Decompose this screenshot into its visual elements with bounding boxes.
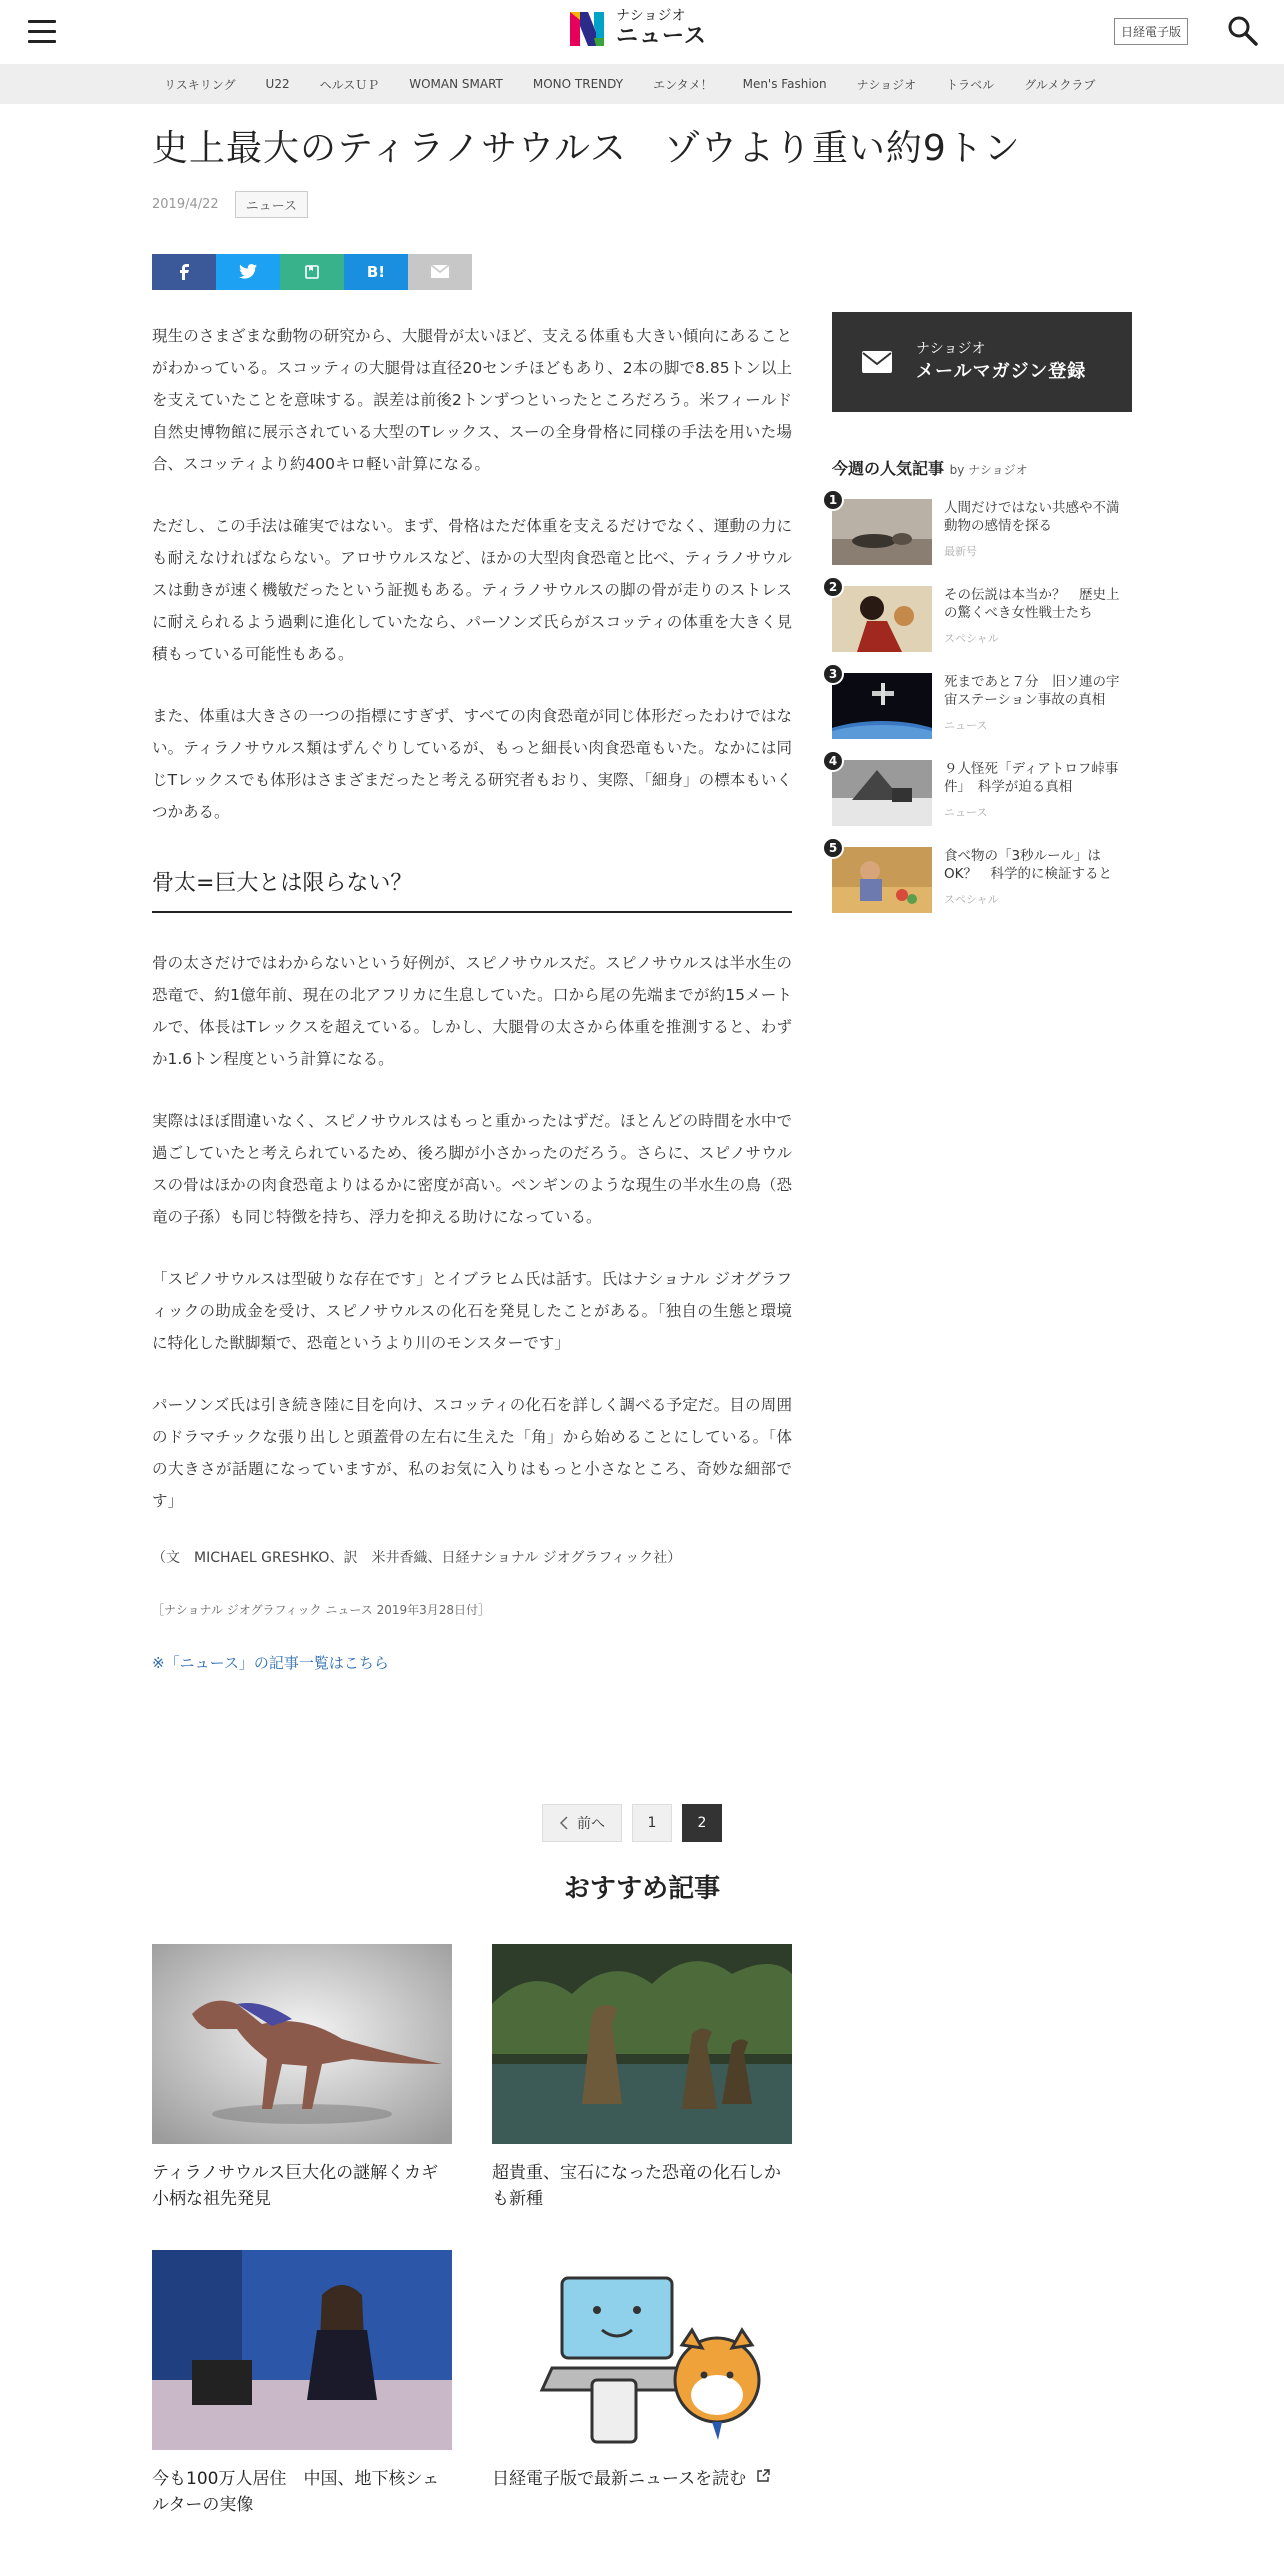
ranking-item[interactable] bbox=[828, 580, 1132, 673]
site-header bbox=[0, 0, 1284, 64]
ranking-item-tag: スペシャル bbox=[944, 632, 999, 645]
mail-share-button[interactable] bbox=[408, 254, 472, 290]
article-paragraph: 現生のさまざまな動物の研究から、大腿骨が太いほど、支える体重も大きい傾向にあることがわかっている。スコッティの大腿骨は直径20センチほどもあり、2本の脚で8.85トン以上を支えていたことを意味する。誤差は前後2トンずつといったところだろう。米フィールド自然史博物館に展示されている大型のTレックス、スーの全身骨格に同様の手法を用いた場合、スコッティより約400キロ軽い計算になる。 bbox=[152, 326, 792, 473]
twitter-icon bbox=[239, 264, 257, 279]
newsletter-signup-button[interactable] bbox=[832, 312, 1132, 412]
recommend-image bbox=[492, 2250, 792, 2450]
newsletter-label: メールマガジン登録 bbox=[916, 361, 1087, 383]
rank-number: 2 bbox=[822, 576, 844, 598]
recommend-area bbox=[0, 1944, 1284, 2554]
recommend-card[interactable] bbox=[492, 1944, 792, 2212]
logo-subtitle: ナショジオ bbox=[616, 8, 686, 25]
recommend-card[interactable] bbox=[152, 1944, 456, 2212]
facebook-icon bbox=[177, 264, 191, 280]
facebook-share-button[interactable] bbox=[152, 254, 216, 290]
chevron-left-icon bbox=[559, 1816, 569, 1830]
recommend-caption: 超貴重、宝石になった恐竜の化石しかも新種 bbox=[492, 2163, 781, 2209]
hatena-share-button[interactable]: B! bbox=[344, 254, 408, 290]
recommend-heading: おすすめ記事 bbox=[563, 1874, 721, 1904]
ranking-item[interactable] bbox=[828, 841, 1132, 934]
article-paragraph: また、体重は大きさの一つの指標にすぎず、すべての肉食恐竜が同じ体形だったわけではない。ティラノサウルス類はずんぐりしているが、もっと細長い肉食恐竜もいた。なかには同じTレックスでも体形はさまざまだったと考える研究者もおり、実際、「細身」の標本もいくつかある。 bbox=[152, 706, 792, 821]
envelope-icon bbox=[862, 351, 892, 373]
nav-item-reskilling[interactable]: リスキリング bbox=[164, 77, 236, 92]
ranking-item-title: 食べ物の「3秒ルール」はOK？ 科学的に検証すると bbox=[944, 848, 1112, 882]
menu-icon[interactable] bbox=[28, 20, 56, 44]
rank-number: 4 bbox=[822, 750, 844, 772]
article-paragraph: 実際はほぼ間違いなく、スピノサウルスはもっと重かったはずだ。ほとんどの時間を水中で過ごしていたと考えられているため、後ろ脚が小さかったのだろう。さらに、スピノサウルスの骨はほかの肉食恐竜よりはるかに密度が高い。ペンギンのような現生の半水生の鳥（恐竜の子孫）も同じ特徴を持ち、浮力を抑える助けになっている。 bbox=[152, 1111, 792, 1226]
rank-number: 3 bbox=[822, 663, 844, 685]
nav-item-travel[interactable]: トラベル bbox=[946, 77, 995, 92]
nav-item-woman-smart[interactable]: WOMAN SMART bbox=[409, 77, 503, 91]
main-content bbox=[0, 104, 1284, 1804]
newsletter-sub: ナショジオ bbox=[916, 340, 986, 357]
nav-item-natgeo[interactable]: ナショジオ bbox=[856, 77, 917, 92]
twitter-share-button[interactable] bbox=[216, 254, 280, 290]
recommend-image bbox=[492, 1944, 792, 2144]
ranking-thumbnail bbox=[832, 499, 932, 565]
article-paragraph: 骨の太さだけではわからないという好例が、スピノサウルスだ。スピノサウルスは半水生の恐竜で、約1億年前、現在の北アフリカに生息していた。口から尾の先端までが約15メートルで、体長はTレックスを超えている。しかし、大腿骨の太さから体重を推測すると、わずか1.6トン程度という計算になる。 bbox=[152, 953, 792, 1068]
ranking-item-tag: ニュース bbox=[944, 806, 988, 819]
ranking-item-title: 死まであと７分 旧ソ連の宇宙ステーション事故の真相 bbox=[944, 674, 1120, 708]
ranking-thumbnail bbox=[832, 760, 932, 826]
category-badge[interactable]: ニュース bbox=[235, 191, 308, 218]
ranking-item-title: その伝説は本当か？ 歴史上の驚くべき女性戦士たち bbox=[944, 587, 1120, 621]
nav-item-entame[interactable]: エンタメ！ bbox=[653, 77, 713, 92]
ranking-item-title: ９人怪死「ディアトロフ峠事件」 科学が迫る真相 bbox=[944, 761, 1119, 795]
nav-item-gourmet[interactable]: グルメクラブ bbox=[1024, 77, 1096, 92]
nikkei-logo-icon bbox=[566, 8, 608, 50]
article-body bbox=[152, 320, 792, 1673]
share-bar bbox=[152, 254, 792, 290]
article-paragraph: パーソンズ氏は引き続き陸に目を向け、スコッティの化石を詳しく調べる予定だ。目の周囲のドラマチックな張り出しと頭蓋骨の左右に生えた「角」から始めることにしている。「体の大きさが話題になっていますが、私のお気に入りはもっと小さなところ、奇妙な細部です」 bbox=[152, 1395, 792, 1510]
recommend-image bbox=[152, 1944, 452, 2144]
ranking-thumbnail bbox=[832, 586, 932, 652]
ranking-item-tag: スペシャル bbox=[944, 893, 999, 906]
ranking-item-tag: 最新号 bbox=[944, 545, 977, 558]
recommend-card[interactable] bbox=[152, 2250, 452, 2518]
external-link-icon bbox=[756, 2469, 770, 2483]
recommend-caption bbox=[492, 2466, 792, 2492]
nav-item-health[interactable]: ヘルスＵＰ bbox=[319, 77, 380, 92]
pocket-share-button[interactable] bbox=[280, 254, 344, 290]
nav-item-mono-trendy[interactable]: MONO TRENDY bbox=[532, 77, 624, 91]
page-2-button[interactable]: 2 bbox=[682, 1804, 722, 1842]
rank-number: 5 bbox=[822, 837, 844, 859]
article-date: 2019/4/22 bbox=[152, 196, 219, 212]
recommend-caption: ティラノサウルス巨大化の謎解くカギ 小柄な祖先発見 bbox=[152, 2163, 456, 2209]
pocket-icon bbox=[304, 264, 320, 280]
mail-icon bbox=[431, 265, 449, 278]
nav-item-mens-fashion[interactable]: Men's Fashion bbox=[742, 77, 827, 91]
ranking-list bbox=[828, 493, 1132, 934]
ranking-item[interactable] bbox=[828, 493, 1132, 586]
rank-number: 1 bbox=[822, 489, 844, 511]
section-heading: 骨太=巨大とは限らない？ bbox=[152, 866, 792, 913]
recommend-title-area bbox=[0, 1868, 1284, 1944]
ranking-thumbnail bbox=[832, 847, 932, 913]
ranking-item[interactable] bbox=[828, 754, 1132, 847]
sidebar bbox=[828, 104, 1132, 934]
nav-item-u22[interactable]: U22 bbox=[265, 77, 290, 91]
prev-page-button[interactable] bbox=[542, 1804, 622, 1842]
recommend-card[interactable] bbox=[492, 2250, 792, 2492]
recommend-caption-text: 日経電子版で最新ニュースを読む bbox=[492, 2469, 747, 2489]
recommend-caption: 今も100万人居住 中国、地下核シェルターの実像 bbox=[152, 2469, 440, 2515]
ranking-heading bbox=[832, 456, 1132, 479]
logo-title: ニュース bbox=[616, 23, 707, 49]
pagination bbox=[542, 1804, 732, 1842]
recommend-image bbox=[152, 2250, 452, 2450]
article-source: ［ナショナル ジオグラフィック ニュース 2019年3月28日付］ bbox=[152, 1602, 491, 1617]
category-nav bbox=[0, 64, 1284, 104]
article-paragraph: 「スピノサウルスは型破りな存在です」とイブラヒム氏は話す。氏はナショナル ジオグラフィックの助成金を受け、スピノサウルスの化石を発見したことがある。「独自の生態と環境に特化した獣脚類で、恐竜というより川のモンスターです」 bbox=[152, 1269, 792, 1352]
article-paragraph: ただし、この手法は確実ではない。まず、骨格はただ体重を支えるだけでなく、運動の力にも耐えなければならない。アロサウルスなど、ほかの大型肉食恐竜と比べ、ティラノサウルスは動きが速く機敏だったという証拠もある。ティラノサウルスの脚の骨が走りのストレスに耐えられるよう過剰に進化していたなら、パーソンズ氏らがスコッティの体重を大きく見積もっている可能性もある。 bbox=[152, 516, 792, 663]
site-logo[interactable] bbox=[566, 8, 707, 50]
page-1-button[interactable]: 1 bbox=[632, 1804, 672, 1842]
ranking-item-tag: ニュース bbox=[944, 719, 988, 732]
prev-label: 前へ bbox=[577, 1816, 605, 1832]
ranking-item[interactable] bbox=[828, 667, 1132, 760]
pagination-area bbox=[0, 1804, 1284, 1868]
ranking-title: 今週の人気記事 bbox=[832, 459, 945, 478]
search-icon[interactable] bbox=[1226, 14, 1260, 48]
ranking-thumbnail bbox=[832, 673, 932, 739]
news-list-link[interactable]: ※「ニュース」の記事一覧はこちら bbox=[152, 1653, 389, 1672]
ranking-by: by ナショジオ bbox=[949, 463, 1028, 477]
nikkei-digital-button[interactable]: 日経電子版 bbox=[1114, 18, 1188, 45]
article-credit: （文 MICHAEL GRESHKO、訳 米井香織、日経ナショナル ジオグラフィック社） bbox=[152, 1549, 682, 1566]
ranking-item-title: 人間だけではない共感や不満動物の感情を探る bbox=[944, 500, 1120, 534]
article-title: 史上最大のティラノサウルス ゾウより重い約9トン bbox=[152, 128, 1021, 169]
